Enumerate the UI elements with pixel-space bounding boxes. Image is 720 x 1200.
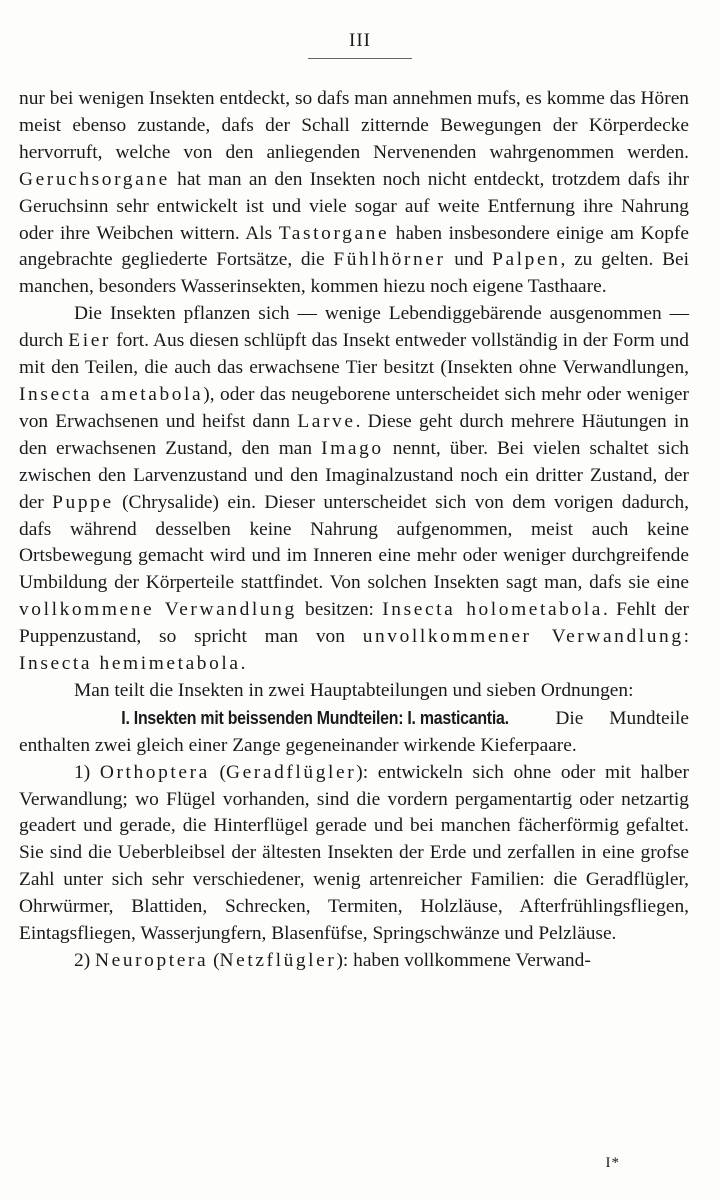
paragraph-orthoptera (19, 760, 689, 948)
text-segment: haben insbesondere einige am Kopfe angebrachte gegliederte Fortsätze, die (19, 222, 689, 271)
page-number: III (349, 30, 371, 51)
text-segment: Die Insekten pflanzen sich — wenige Lebendiggebärende ausgenommen — durch (19, 303, 689, 352)
section-heading-masticantia: I. Insekten mit beissenden Mundteilen: I. masticantia. (121, 706, 509, 728)
text-segment: , zu gelten. Bei manchen, besonders Wasserinsekten, kommen hiezu noch eigene Tasthaare. (19, 249, 689, 298)
term-imago: Imago (321, 437, 384, 459)
text-segment: Man teilt die Insekten in zwei Hauptabteilungen und sieben Ordnungen: (74, 679, 634, 701)
term-unvollkommene-verwandlung: unvollkommener Verwandlung (362, 626, 684, 648)
text-segment: nur bei wenigen Insekten entdeckt, so dafs man annehmen mufs, es komme das Hören meist ebenso zustande, dafs der Schall zitternde Bewegungen der Körperdecke hervorruft, welche von den anliegenden Nervenenden wahrgenommen werden. (19, 88, 689, 163)
term-insecta-ametabola: Insecta ametabola (19, 383, 204, 405)
text-segment: 1) (74, 761, 100, 783)
term-netzfluegler: Netzflügler (219, 950, 337, 971)
paragraph-reproduction (19, 301, 689, 678)
paragraph-masticantia (19, 705, 689, 760)
term-tastorgane: Tastorgane (278, 222, 390, 244)
term-fuehlhoerner: Fühlhörner (333, 249, 446, 271)
text-segment: . Fehlt der Puppenzustand, so spricht man von (19, 599, 689, 648)
text-segment: besitzen: (296, 599, 383, 621)
text-segment: fort. Aus diesen schlüpft das Insekt entweder vollständig in der Form und mit den Teilen, die auch das erwachsene Tier besitzt (Insekten ohne Verwandlungen, (19, 330, 689, 379)
text-segment: Die Mundteile enthalten zwei gleich einer Zange gegeneinander wirkende Kieferpaare. (19, 707, 689, 756)
text-segment: ): entwickeln sich ohne oder mit halber Verwandlung; wo Flügel vorhanden, sind die vordern pergamentartig oder netzartig geadert und gerade, die Hinterflügel gerade und bei manchen fächerförmig gefaltet. Sie sind die Ueberbleibsel der ältesten Insekten der Erde und zerfallen in eine grofse Zahl unter sich sehr verschiedener, wenig artenreicher Familien: die Geradflügler, Ohrwürmer, Blattiden, Schrecken, Termiten, Holzläuse, Afterfrühlingsfliegen, Eintagsfliegen, Wasserjungfern, Blasenfüfse, Springschwänze und Pelzläuse. (19, 761, 689, 945)
term-vollkommene-verwandlung: vollkommene Verwandlung (19, 599, 297, 621)
text-segment: . Diese geht durch mehrere Häutungen in den erwachsenen Zustand, den man (19, 410, 690, 459)
paragraph-neuroptera (19, 948, 689, 975)
text-segment: (Chrysalide) ein. Dieser unterscheidet sich von dem vorigen dadurch, dafs während desselben keine Nahrung aufgenommen, meist auch keine Ortsbewegung gemacht wird und im Inneren eine mehr oder weniger durchgreifende Umbildung der Körperteile stattfindet. Von solchen Insekten sagt man, dafs sie eine (19, 491, 689, 594)
term-larve: Larve (297, 410, 356, 432)
paragraph-classification (19, 678, 689, 705)
term-puppe: Puppe (52, 491, 114, 513)
text-segment: ( (208, 950, 220, 971)
text-segment: nennt, über. Bei vielen schaltet sich zwischen den Larvenzustand und den Imaginalzustand noch ein dritter Zustand, der der (19, 437, 689, 513)
term-orthoptera: Orthoptera (99, 761, 210, 783)
term-insecta-hemimetabola: Insecta hemimetabola (19, 653, 241, 675)
signature-mark: I* (605, 1155, 620, 1171)
paragraph-sense-organs (19, 86, 689, 301)
term-geruchsorgane: Geruchsorgane (19, 168, 170, 190)
term-neuroptera: Neuroptera (95, 950, 209, 971)
text-segment: . (240, 653, 246, 675)
header-rule (308, 58, 412, 59)
body-text (19, 86, 689, 975)
term-insecta-holometabola: Insecta holometabola (382, 599, 603, 621)
text-segment: hat man an den Insekten noch nicht entdeckt, trotzdem dafs ihr Geruchsinn sehr entwickelt ist und viele sogar auf weite Entfernung ihre Nahrung oder ihre Weibchen wittern. Als (19, 168, 689, 244)
text-segment: 2) (74, 950, 96, 971)
text-segment: ( (209, 761, 226, 783)
term-eier: Eier (68, 330, 111, 352)
text-segment: : (683, 626, 690, 648)
term-geradfluegler: Geradflügler (226, 761, 357, 783)
text-segment: ), oder das neugeborene unterscheidet sich mehr oder weniger von Erwachsenen und heifst dann (19, 383, 689, 432)
term-palpen: Palpen (492, 249, 561, 271)
text-segment: ): haben vollkommene Verwand- (336, 950, 591, 971)
text-segment: und (445, 249, 493, 271)
